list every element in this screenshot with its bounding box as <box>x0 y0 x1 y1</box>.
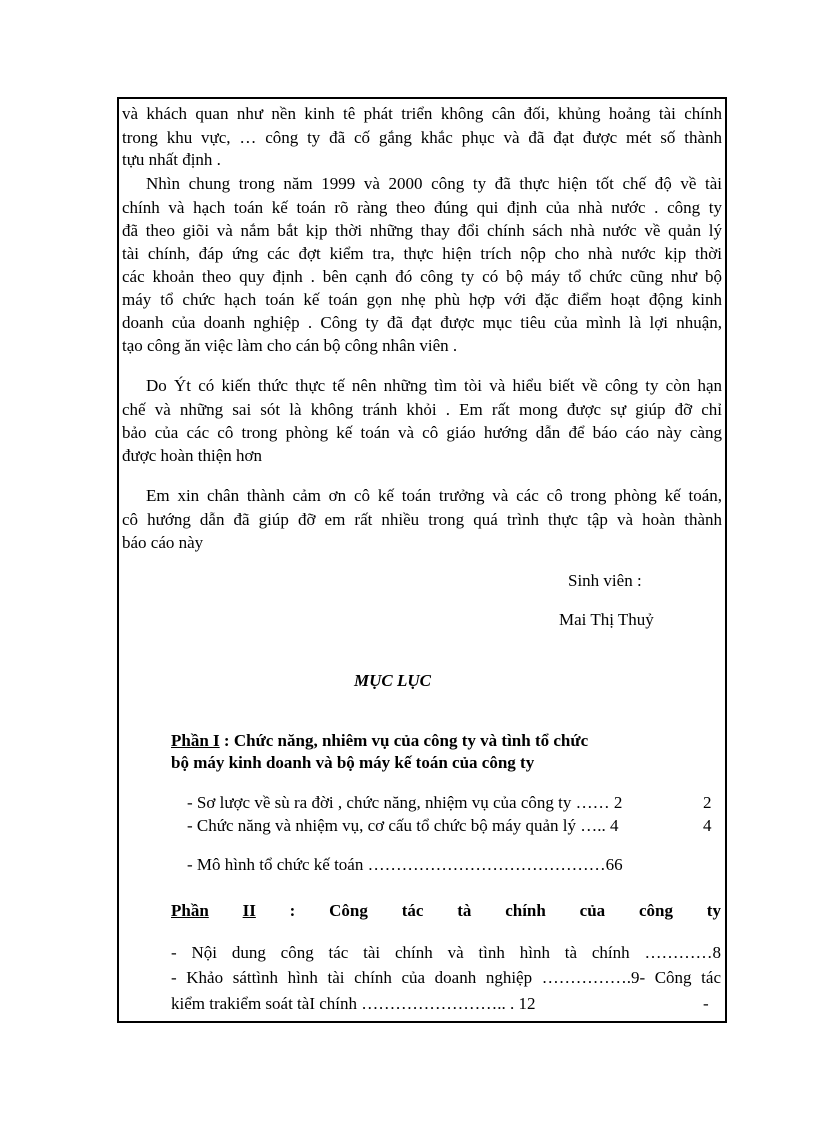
toc-part2-word: công <box>638 901 673 920</box>
paragraph-line: chế và những sai sót là không tránh khỏi . Em rất mong được sự giúp đỡ chỉ <box>122 400 722 419</box>
toc-item[interactable]: - Nội dung công tác tài chính và tình hình tà chính …………8 <box>171 943 721 962</box>
toc-part1-heading <box>171 730 588 752</box>
toc-item-page: 2 <box>703 793 712 812</box>
toc-part2-word: II <box>242 901 256 920</box>
paragraph-line: báo cáo này <box>122 533 204 552</box>
toc-part2-word: : <box>289 901 296 920</box>
paragraph-line: đã theo giõi và nắm bắt kịp thời những thay đổi chính sách nhà nước về quản lý <box>122 221 722 240</box>
toc-part1-title-line1: : Chức năng, nhiêm vụ của công ty và tình tổ chức <box>223 731 589 750</box>
toc-trailing-dash: - <box>703 994 709 1013</box>
paragraph-line: chính và hạch toán kế toán rõ ràng theo đúng qui định của nhà nước . công ty <box>122 198 722 217</box>
toc-item-page: 4 <box>703 816 712 835</box>
paragraph-line: các khoản theo quy định . bên cạnh đó công ty có bộ máy tổ chức cũng như bộ <box>122 267 722 286</box>
paragraph-line: máy tổ chức hạch toán kế toán gọn nhẹ phù hợp với đặc điểm hoạt động kinh <box>122 290 722 309</box>
paragraph-line: bảo của các cô trong phòng kế toán và cô giáo hướng dẫn để báo cáo này càng <box>122 423 722 442</box>
toc-part1-label: Phần I <box>171 731 220 750</box>
toc-part2-word: tà <box>457 901 472 920</box>
toc-item[interactable]: - Chức năng và nhiệm vụ, cơ cấu tổ chức bộ máy quản lý ….. 4 <box>187 816 619 835</box>
toc-part2-word: ty <box>706 901 721 920</box>
paragraph-line: tài chính, đáp ứng các đợt kiểm tra, thực hiện trích nộp cho nhà nước kịp thời <box>122 244 722 263</box>
paragraph-line: và khách quan như nền kinh tê phát triển không cân đối, khủng hoảng tài chính <box>122 104 722 123</box>
paragraph-line: được hoàn thiện hơn <box>122 446 263 465</box>
toc-part2-word: Phần <box>171 901 209 920</box>
toc-part2-heading <box>171 900 721 922</box>
toc-item[interactable]: kiểm trakiểm soát tàI chính …………………….. . 12 <box>171 994 536 1013</box>
toc-part2-word: của <box>579 901 606 920</box>
signature-name: Mai Thị Thuỷ <box>559 610 654 629</box>
paragraph-line: tựu nhất định . <box>122 150 221 169</box>
toc-item[interactable]: - Mô hình tổ chức kế toán ……………………………………66 <box>187 855 623 874</box>
paragraph-line: Do Ýt có kiến thức thực tế nên những tìm tòi và hiểu biết về công ty còn hạn <box>146 376 722 395</box>
paragraph-line: Nhìn chung trong năm 1999 và 2000 công ty đã thực hiện tốt chế độ về tài <box>146 174 722 193</box>
paragraph-line: Em xin chân thành cảm ơn cô kế toán trưởng và các cô trong phòng kế toán, <box>146 486 722 505</box>
toc-part2-word: Công <box>329 901 368 920</box>
paragraph-line: tạo công ăn việc làm cho cán bộ công nhân viên . <box>122 336 458 355</box>
toc-title: MỤC LỤC <box>354 671 431 690</box>
toc-part2-word: tác <box>401 901 424 920</box>
paragraph-line: trong khu vực, … công ty đã cố gắng khắc phục và đã đạt được mét số thành <box>122 128 722 147</box>
toc-item[interactable]: - Sơ lược về sù ra đời , chức năng, nhiệm vụ của công ty …… 2 <box>187 793 623 812</box>
toc-part2-word: chính <box>505 901 546 920</box>
signature-label: Sinh viên : <box>568 571 642 590</box>
toc-part1-title-line2: bộ máy kinh doanh và bộ máy kế toán của công ty <box>171 753 535 772</box>
paragraph-line: doanh của doanh nghiệp . Công ty đã đạt được mục tiêu của mình là lợi nhuận, <box>122 313 722 332</box>
paragraph-line: cô hướng dẫn đã giúp đỡ em rất nhiều trong quá trình thực tập và hoàn thành <box>122 510 722 529</box>
toc-item[interactable]: - Khảo sáttình hình tài chính của doanh nghiệp …………….9- Công tác <box>171 968 721 987</box>
